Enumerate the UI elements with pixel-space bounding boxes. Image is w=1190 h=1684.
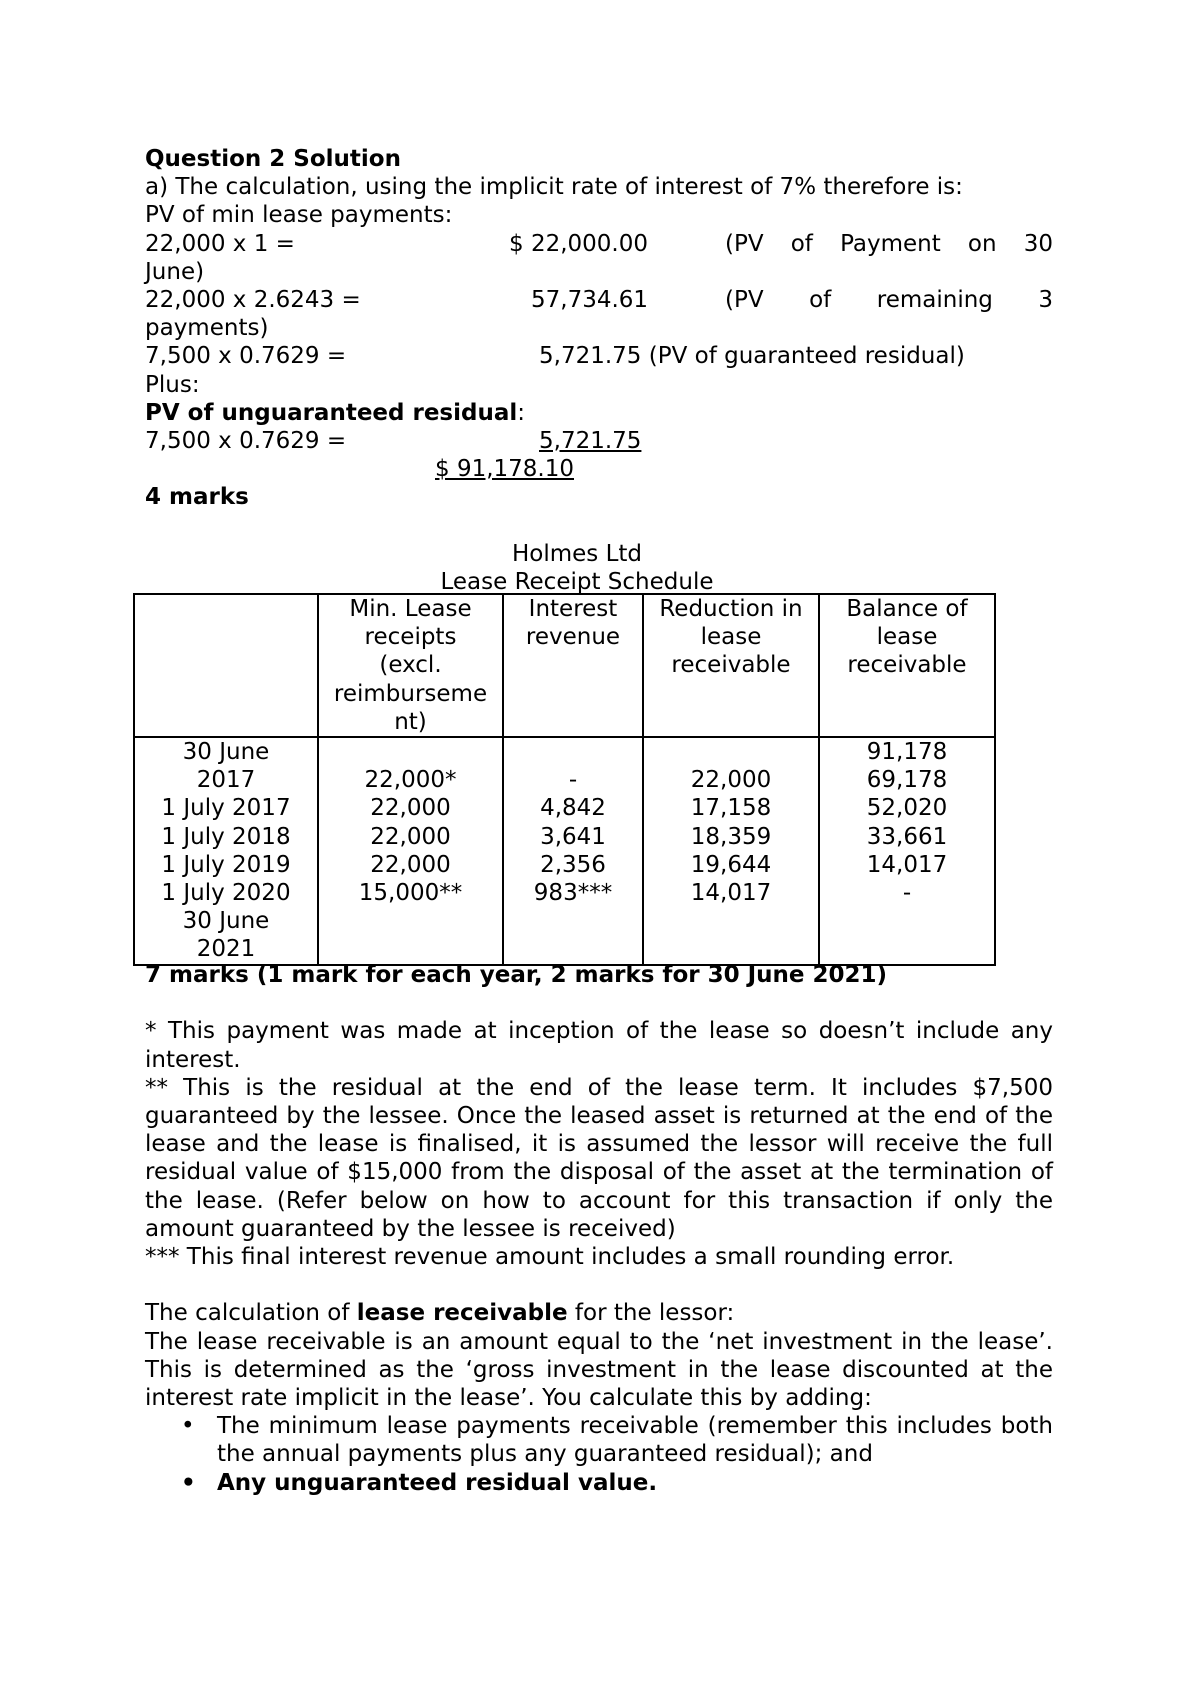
list-item: • Any unguaranteed residual value.	[181, 1469, 658, 1496]
calc-amount-with-note: 5,721.75 (PV of guaranteed residual)	[539, 343, 965, 370]
spacer	[145, 1271, 1053, 1299]
marks-b: 7 marks (1 mark for each year, 2 marks for 30 June 2021)	[145, 962, 888, 988]
document-lower	[145, 961, 1053, 1497]
intro-text: a) The calculation, using the implicit rate of interest of 7% therefore is:	[145, 174, 963, 201]
table-header-cell: Min. Lease receipts (excl. reimburseme nt)	[318, 594, 503, 737]
table-header-row	[134, 594, 995, 737]
calc-note: (PV of Payment on 30	[725, 230, 1054, 257]
footnote-3: *** This final interest revenue amount includes a small rounding error.	[145, 1244, 955, 1270]
spacer	[145, 511, 1053, 539]
table-cell-dates: 30 June 2017 1 July 2017 1 July 2018 1 July 2019 1 July 2020 30 June 2021	[134, 737, 318, 965]
calc-row	[145, 427, 1053, 455]
table-header-cell: Reduction in lease receivable	[643, 594, 819, 737]
calc-expression: 7,500 x 0.7629 =	[145, 343, 347, 370]
calc-amount: 57,734.61	[531, 286, 649, 313]
table-title: Holmes Ltd	[511, 540, 643, 567]
bullet-icon: •	[181, 1469, 196, 1496]
table-header-cell: Interest revenue	[503, 594, 643, 737]
table-header-cell: Balance of lease receivable	[819, 594, 995, 737]
lease-schedule-table	[133, 593, 996, 966]
total-amount: $ 91,178.10	[435, 456, 574, 483]
calc-expression: 22,000 x 1 =	[145, 230, 295, 257]
table-cell-balance: 91,178 69,178 52,020 33,661 14,017 -	[819, 737, 995, 965]
unguaranteed-label: PV of unguaranteed residual:	[145, 399, 525, 426]
question-heading: Question 2 Solution	[145, 146, 401, 172]
marks-a: 4 marks	[145, 484, 249, 511]
calc-note: (PV of remaining 3	[725, 286, 1054, 313]
table-cell-interest: - 4,842 3,641 2,356 983***	[503, 737, 643, 965]
calc-note-continuation: payments)	[145, 315, 269, 342]
calc-row	[145, 286, 1053, 314]
plus-label: Plus:	[145, 371, 200, 398]
calc-intro: The calculation of lease receivable for the lessor:	[145, 1300, 735, 1327]
bullet-list	[145, 1412, 1053, 1497]
table-cell-receipts: 22,000* 22,000 22,000 22,000 15,000**	[318, 737, 503, 965]
list-item: • The minimum lease payments receivable (remember this includes both the annual payments plus any guaranteed residual); and	[181, 1413, 1053, 1468]
table-subtitle: Lease Receipt Schedule	[440, 568, 714, 595]
calc-row	[145, 342, 1053, 370]
explanation-paragraph: The lease receivable is an amount equal to the ‘net investment in the lease’. This is determined as the ‘gross investment in the lease discounted at the interest rate implicit in the lease’. You calculate this by adding:	[145, 1328, 1053, 1411]
total-row	[145, 455, 1053, 483]
table-header-cell	[134, 594, 318, 737]
pv-label: PV of min lease payments:	[145, 202, 453, 229]
calc-amount: $ 22,000.00	[509, 230, 648, 257]
table-cell-reduction: 22,000 17,158 18,359 19,644 14,017	[643, 737, 819, 965]
spacer	[145, 989, 1053, 1017]
bullet-icon: •	[181, 1413, 195, 1440]
footnote-2: ** This is the residual at the end of the lease term. It includes $7,500 guaranteed by the lessee. Once the leased asset is returned at the end of the lease and the lease is finalised, it is assumed the lessor will receive the full residual value of $15,000 from the disposal of the asset at the termination of the lease. (Refer below on how to account for this transaction if only the amount guaranteed by the lessee is received)	[145, 1074, 1053, 1242]
calc-amount: 5,721.75	[539, 427, 642, 454]
table-body-row	[134, 737, 995, 965]
calc-expression: 22,000 x 2.6243 =	[145, 286, 361, 313]
calc-row	[145, 230, 1053, 258]
calc-note-continuation: June)	[145, 258, 205, 285]
footnote-1: * This payment was made at inception of the lease so doesn’t include any interest.	[145, 1018, 1053, 1073]
document-body	[145, 145, 1053, 596]
calc-expression: 7,500 x 0.7629 =	[145, 427, 347, 454]
